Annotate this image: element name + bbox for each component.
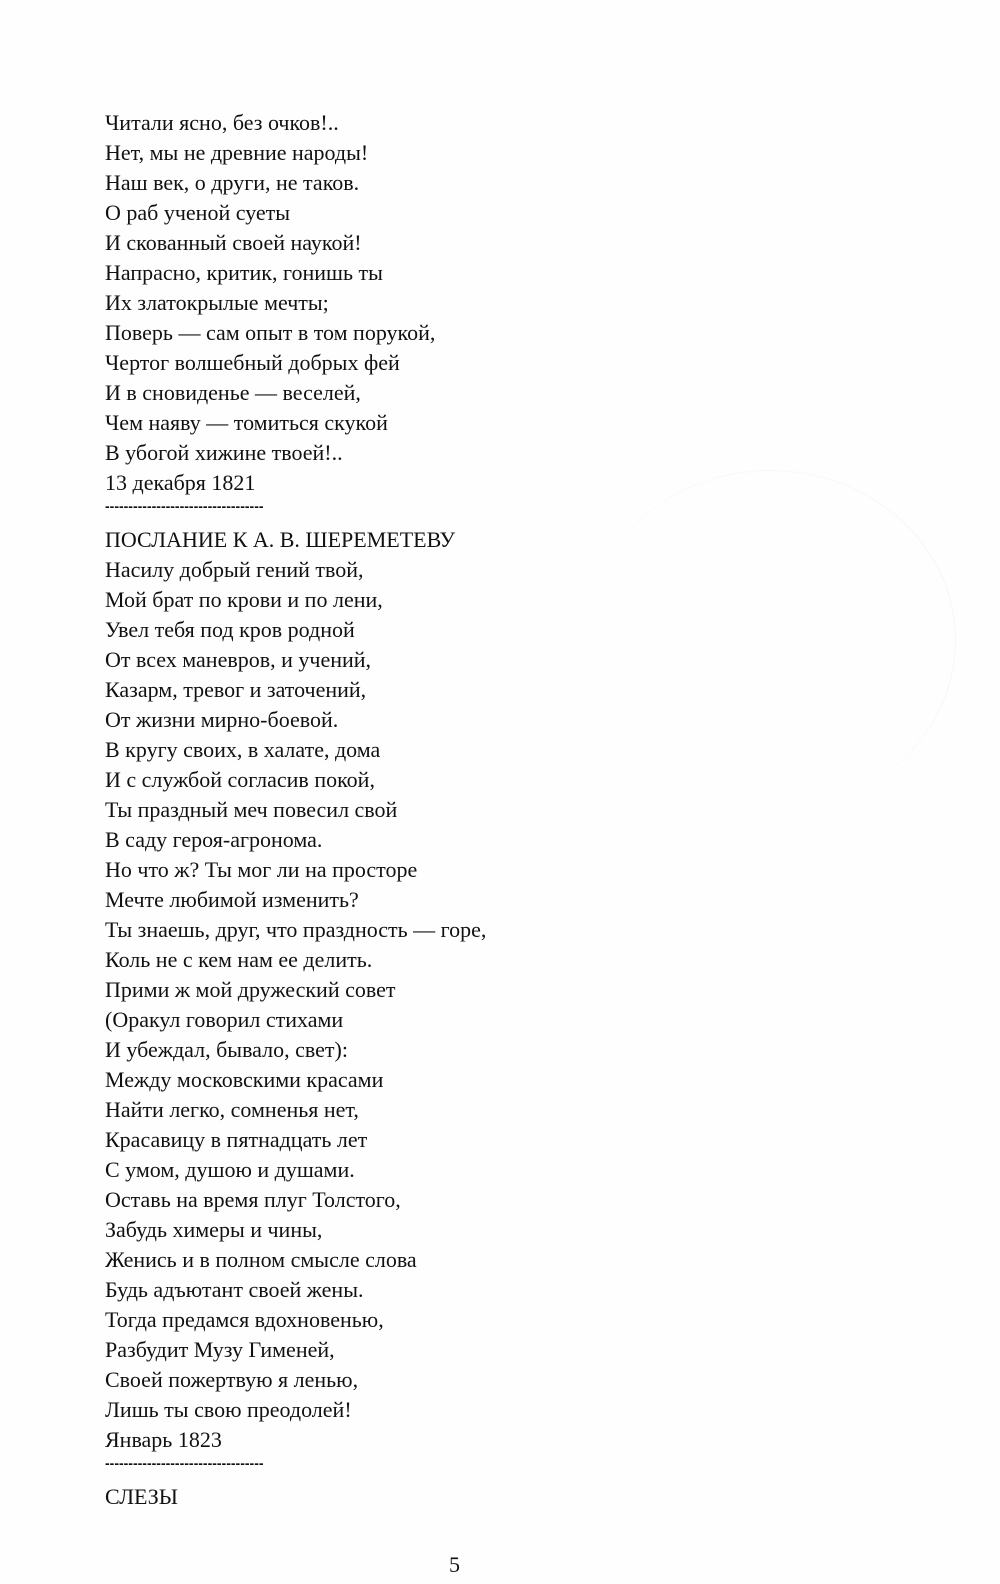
verse-line: От всех маневров, и учений,	[105, 647, 372, 672]
verse-line: Ты знаешь, друг, что праздность — горе,	[105, 917, 487, 942]
poem-date: 13 декабря 1821	[105, 470, 256, 495]
verse-line: Казарм, тревог и заточений,	[105, 677, 367, 702]
verse-line: Тогда предамся вдохновенью,	[105, 1307, 384, 1332]
verse-line: Читали ясно, без очков!..	[105, 110, 339, 135]
verse-line: Найти легко, сомненья нет,	[105, 1097, 359, 1122]
verse-line: Оставь на время плуг Толстого,	[105, 1187, 401, 1212]
verse-line: Насилу добрый гений твой,	[105, 557, 364, 582]
verse-line: Увел тебя под кров родной	[105, 617, 355, 642]
verse-line: Чем наяву — томиться скукой	[105, 410, 388, 435]
verse-line: И в сновиденье — веселей,	[105, 380, 361, 405]
poem-epistle	[105, 525, 625, 1455]
section-separator: ----------------------------------	[105, 1455, 264, 1471]
poem-tears	[105, 1482, 625, 1512]
poem-title: ПОСЛАНИЕ К А. В. ШЕРЕМЕТЕВУ	[105, 527, 456, 552]
poem-fragment	[105, 108, 625, 498]
verse-line: Нет, мы не древние народы!	[105, 140, 369, 165]
verse-line: Мечте любимой изменить?	[105, 887, 359, 912]
verse-line: И с службой согласив покой,	[105, 767, 375, 792]
poem-date: Январь 1823	[105, 1427, 222, 1452]
text-column	[105, 108, 625, 1512]
verse-line: Своей пожертвую я ленью,	[105, 1367, 359, 1392]
verse-line: Между московскими красами	[105, 1067, 384, 1092]
poem-title: СЛЕЗЫ	[105, 1484, 178, 1509]
verse-line: Мой брат по крови и по лени,	[105, 587, 383, 612]
verse-line: В убогой хижине твоей!..	[105, 440, 343, 465]
section-separator: ----------------------------------	[105, 498, 264, 514]
verse-line: Лишь ты свою преодолей!	[105, 1397, 352, 1422]
verse-line: Женись и в полном смысле слова	[105, 1247, 417, 1272]
verse-line: От жизни мирно-боевой.	[105, 707, 339, 732]
verse-line: И скованный своей наукой!	[105, 230, 362, 255]
verse-line: Напрасно, критик, гонишь ты	[105, 260, 383, 285]
verse-line: В саду героя-агронома.	[105, 827, 323, 852]
verse-line: Наш век, о други, не таков.	[105, 170, 360, 195]
verse-line: (Оракул говорил стихами	[105, 1007, 344, 1032]
verse-line: Поверь — сам опыт в том порукой,	[105, 320, 436, 345]
verse-line: Чертог волшебный добрых фей	[105, 350, 400, 375]
page-number: 5	[449, 1552, 460, 1577]
verse-line: Их златокрылые мечты;	[105, 290, 329, 315]
verse-line: Прими ж мой дружеский совет	[105, 977, 396, 1002]
verse-line: Коль не с кем нам ее делить.	[105, 947, 373, 972]
verse-line: С умом, душою и душами.	[105, 1157, 355, 1182]
verse-line: И убеждал, бывало, свет):	[105, 1037, 348, 1062]
verse-line: Ты праздный меч повесил свой	[105, 797, 398, 822]
verse-line: Разбудит Музу Гименей,	[105, 1337, 335, 1362]
verse-line: Но что ж? Ты мог ли на просторе	[105, 857, 418, 882]
paper-texture	[585, 470, 956, 811]
verse-line: О раб ученой суеты	[105, 200, 291, 225]
verse-line: В кругу своих, в халате, дома	[105, 737, 381, 762]
verse-line: Красавицу в пятнадцать лет	[105, 1127, 368, 1152]
verse-line: Забудь химеры и чины,	[105, 1217, 323, 1242]
verse-line: Будь адъютант своей жены.	[105, 1277, 364, 1302]
